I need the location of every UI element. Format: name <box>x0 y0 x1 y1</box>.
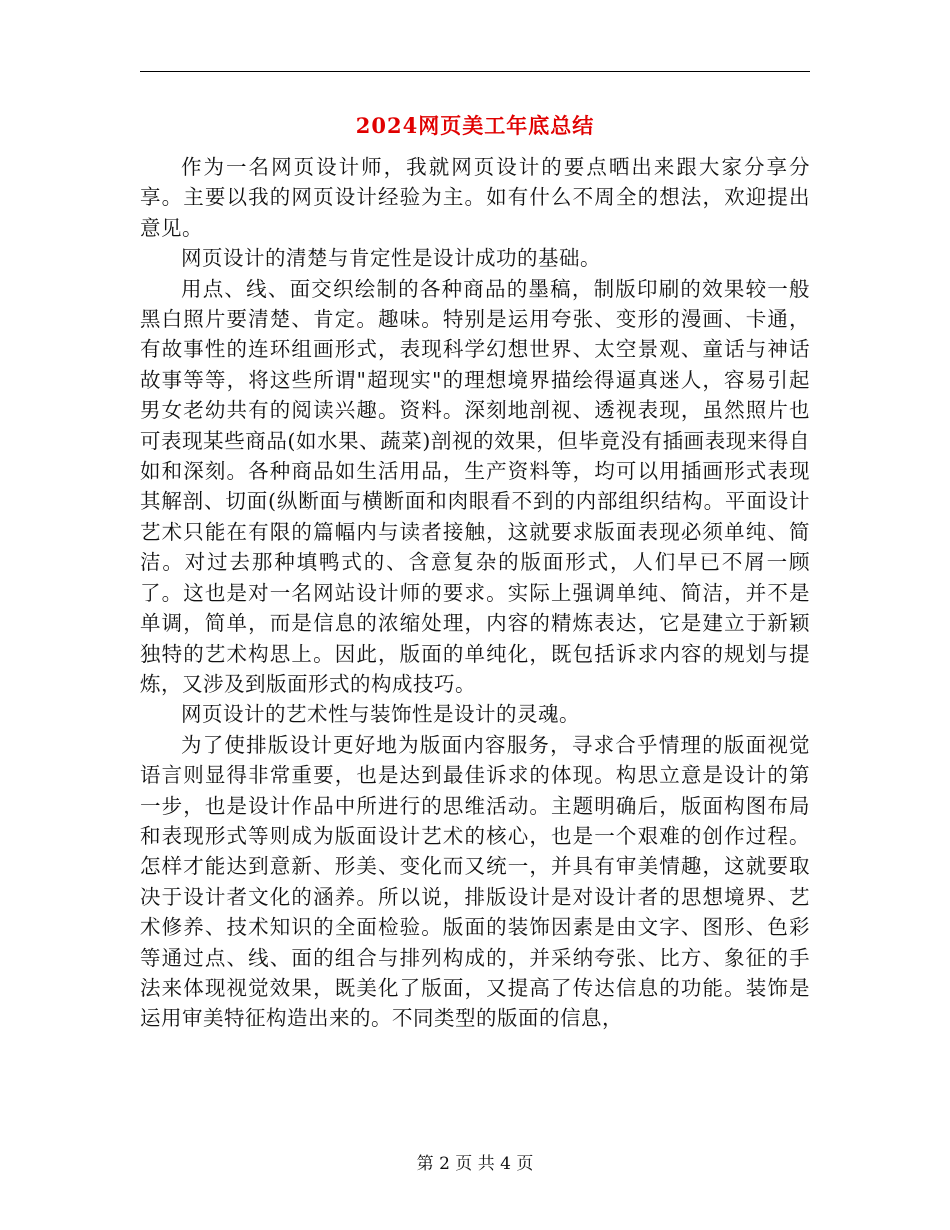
page-footer <box>0 1152 950 1176</box>
page-number-label: 第 2 页 共 4 页 <box>416 1154 534 1174</box>
paragraph-illustration: 用点、线、面交织绘制的各种商品的墨稿，制版印刷的效果较一般黑白照片要清楚、肯定。趣味。特别是运用夸张、变形的漫画、卡通，有故事性的连环组画形式，表现科学幻想世界、太空景观、童话与神话故事等等，将这些所谓"超现实"的理想境界描绘得逼真迷人，容易引起男女老幼共有的阅读兴趣。资料。深刻地剖视、透视表现，虽然照片也可表现某些商品(如水果、蔬菜)剖视的效果，但毕竟没有插画表现来得自如和深刻。各种商品如生活用品，生产资料等，均可以用插画形式表现其解剖、切面(纵断面与横断面和肉眼看不到的内部组织结构。平面设计艺术只能在有限的篇幅内与读者接触，这就要求版面表现必须单纯、简洁。对过去那种填鸭式的、含意复杂的版面形式，人们早已不屑一顾了。这也是对一名网站设计师的要求。实际上强调单纯、简洁，并不是单调，简单，而是信息的浓缩处理，内容的精炼表达，它是建立于新颖独特的艺术构思上。因此，版面的单纯化，既包括诉求内容的规划与提炼，又涉及到版面形式的构成技巧。 <box>140 276 810 696</box>
header-rule <box>140 71 810 72</box>
document-body <box>140 152 810 1034</box>
document-title: 2024网页美工年底总结 <box>355 113 595 138</box>
paragraph-heading-clarity: 网页设计的清楚与肯定性是设计成功的基础。 <box>181 246 601 271</box>
paragraph-layout-design: 为了使排版设计更好地为版面内容服务，寻求合乎情理的版面视觉语言则显得非常重要，也是达到最佳诉求的体现。构思立意是设计的第一步，也是设计作品中所进行的思维活动。主题明确后，版面构图布局和表现形式等则成为版面设计艺术的核心，也是一个艰难的创作过程。怎样才能达到意新、形美、变化而又统一，并具有审美情趣，这就要取决于设计者文化的涵养。所以说，排版设计是对设计者的思想境界、艺术修养、技术知识的全面检验。版面的装饰因素是由文字、图形、色彩等通过点、线、面的组合与排列构成的，并采纳夸张、比方、象征的手法来体现视觉效果，既美化了版面，又提高了传达信息的功能。装饰是运用审美特征构造出来的。不同类型的版面的信息， <box>140 732 810 1031</box>
paragraph-intro: 作为一名网页设计师，我就网页设计的要点晒出来跟大家分享分享。主要以我的网页设计经验为主。如有什么不周全的想法，欢迎提出意见。 <box>140 155 810 240</box>
paragraph-heading-artistry: 网页设计的艺术性与装饰性是设计的灵魂。 <box>181 702 580 727</box>
